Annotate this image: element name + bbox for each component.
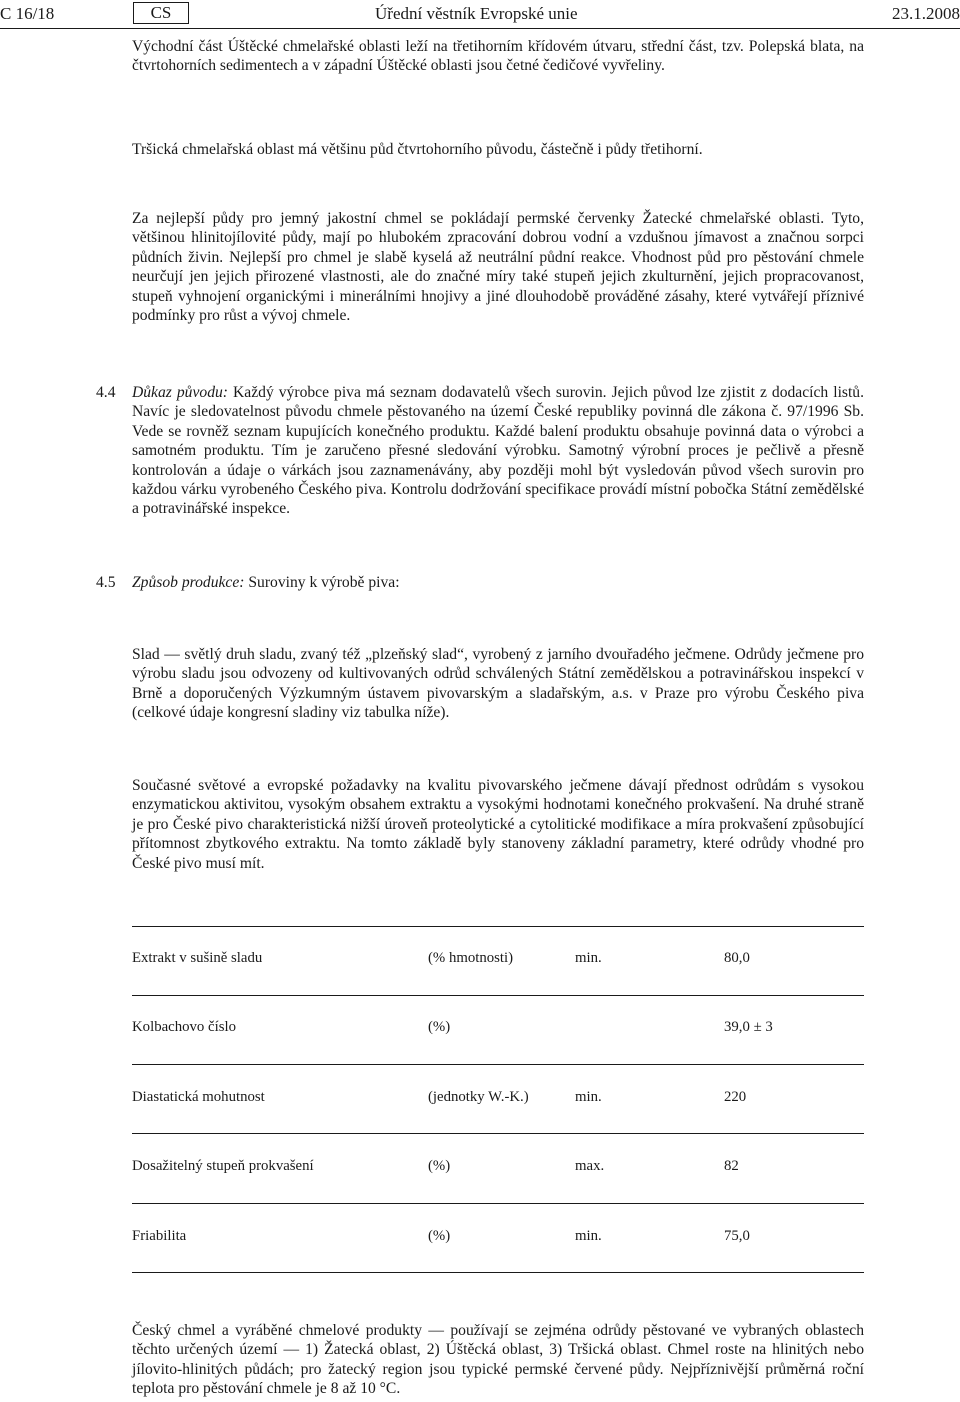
- param-value: 39,0 ± 3: [724, 1019, 773, 1035]
- param-name: Dosažitelný stupeň prokvašení: [132, 1158, 314, 1174]
- param-unit: (% hmotnosti): [428, 950, 514, 966]
- param-limit: min.: [575, 950, 602, 966]
- section-text: Suroviny k výrobě piva:: [244, 574, 400, 591]
- param-value: 80,0: [724, 950, 750, 966]
- table-row-rule: [132, 1064, 864, 1065]
- param-unit: (jednotky W.-K.): [428, 1089, 529, 1105]
- param-limit: min.: [575, 1089, 602, 1105]
- param-name: Friabilita: [132, 1228, 187, 1244]
- table-row-rule: [132, 1203, 864, 1204]
- section-number: 4.4: [96, 384, 116, 401]
- paragraph-malt: Slad — světlý druh sladu, zvaný též „plzeňský slad“, vyrobený z jarního dvouřadého ječmene. Odrůdy ječmene pro výrobu sladu jsou odvozeny od kultivovaných odrůd schválených Státní zemědělskou a potravinářskou inspekcí v Brně a doporučených Výzkumným ústavem pivovarským a sladařským, a.s. v Praze pro výrobu Českého piva (celkové údaje kongresní sladiny viz tabulka níže).: [132, 646, 864, 722]
- section-text: Každý výrobce piva má seznam dodavatelů všech surovin. Jejich původ lze zjistit z dodacích listů. Navíc je sledovatelnost původu chmele pěstovaného na území České republiky povinná dle zákona č. 97/1996 Sb. Vede se rovněž seznam kupujících konečného produktu. Každé balení produktu obsahuje povinná data o výrobci a samotném produktu. Tím je zaručeno přesné sledování výrobku. Samotný výrobní proces je pečlivě a přesně kontrolován a údaje o várkách jsou zaznamenávány, aby později mohl být vysledován původ všech surovin pro každou várku vyrobeného Českého piva. Kontrolu dodržování specifikace provádí místní pobočka Státní zemědělské a potravinářské inspekce.: [132, 384, 864, 518]
- param-value: 75,0: [724, 1228, 750, 1244]
- table-row-rule: [132, 995, 864, 996]
- paragraph-barley-requirements: Současné světové a evropské požadavky na kvalitu pivovarského ječmene dávají přednost odrůdám s vysokou enzymatickou aktivitou, vysokým obsahem extraktu a vysokými hodnotami konečného prokvašení. Na druhé straně je pro České pivo charakteristická nižší úroveň proteolytické a cytolitické modifikace a míra prokvašení způsobující přítomnost zbytkového extraktu. Na tomto základě byly stanoveny základní parametry, které odrůdy vhodné pro České pivo musí mít.: [132, 777, 864, 872]
- param-unit: (%): [428, 1158, 451, 1174]
- journal-title: Úřední věstník Evropské unie: [375, 4, 578, 23]
- page-header: [0, 2, 960, 26]
- param-name: Kolbachovo číslo: [132, 1019, 236, 1035]
- table-row-rule: [132, 1133, 864, 1134]
- param-limit: max.: [575, 1158, 605, 1174]
- section-heading: Způsob produkce:: [132, 574, 245, 591]
- section-heading: Důkaz původu:: [132, 384, 228, 401]
- table-row: [132, 950, 864, 970]
- table-row: [132, 1228, 864, 1248]
- param-unit: (%): [428, 1228, 451, 1244]
- table-row: [132, 1019, 864, 1039]
- issue-date: 23.1.2008: [892, 4, 960, 23]
- section-body: [132, 573, 864, 592]
- section-number: 4.5: [96, 574, 116, 591]
- paragraph-ustecka-geology: Východní část Úštěcké chmelařské oblasti leží na třetihorním křídovém útvaru, střední část, tzv. Polepská blata, na čtvrtohorních sedimentech a v západní Úštěcké oblasti jsou četné čedičové vyvřeliny.: [132, 38, 864, 75]
- param-value: 220: [724, 1089, 747, 1105]
- param-unit: (%): [428, 1019, 451, 1035]
- paragraph-czech-hops: Český chmel a vyráběné chmelové produkty — používají se zejména odrůdy pěstované ve vybraných oblastech těchto určených území — 1) Žatecká oblast, 2) Úštěcká oblast, 3) Tršická oblast. Chmel roste na hlinitých nebo jílovito-hlinitých půdách; pro žatecký region jsou typické permské červené půdy. Nejpříznivější průměrná roční teplota pro pěstování chmele je 8 až 10 °C.: [132, 1322, 864, 1398]
- header-rule: [0, 28, 960, 29]
- param-limit: min.: [575, 1228, 602, 1244]
- param-value: 82: [724, 1158, 739, 1174]
- paragraph-trsicka-soils: Tršická chmelařská oblast má většinu půd čtvrtohorního původu, částečně i půdy třetihorní.: [132, 141, 703, 158]
- paragraph-best-soils: Za nejlepší půdy pro jemný jakostní chmel se pokládají permské červenky Žatecké chmelařské oblasti. Tyto, většinou hlinitojílovité půdy, mají po hlubokém zpracování dobrou vodní a vzdušnou jímavost a značnou sorpci půdních živin. Nejlepší pro chmel je slabě kyselá až neutrální půdní reakce. Vhodnost půd pro pěstování chmele neurčují jen jejich přirozené vlastnosti, ale do značné míry také stupeň jejich zkulturnění, jejich propracovanost, stupeň vyhnojení organickými i minerálními hnojivy a jiné dlouhodobě prováděné zásahy, které vytvářejí příznivé podmínky pro růst a vývoj chmele.: [132, 210, 864, 325]
- table-top-rule: [132, 926, 864, 927]
- param-name: Diastatická mohutnost: [132, 1089, 265, 1105]
- table-row: [132, 1089, 864, 1109]
- table-bottom-rule: [132, 1272, 864, 1273]
- language-badge: CS: [133, 2, 189, 24]
- page-number: C 16/18: [0, 4, 55, 23]
- table-row: [132, 1158, 864, 1178]
- section-body: [132, 383, 864, 519]
- param-name: Extrakt v sušině sladu: [132, 950, 263, 966]
